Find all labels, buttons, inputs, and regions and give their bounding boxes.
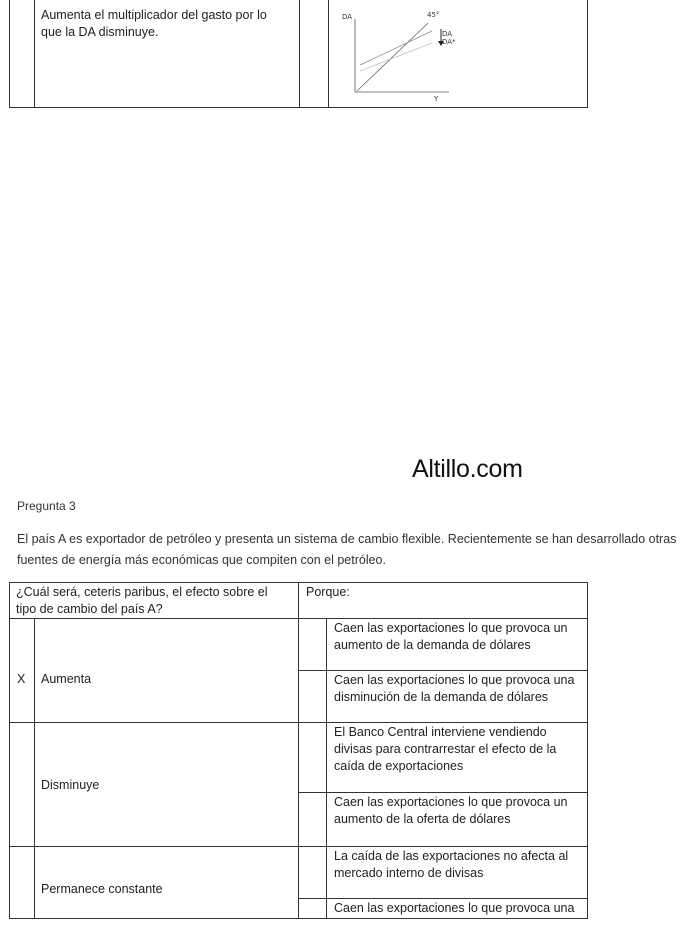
option-label: Aumenta [41, 672, 92, 686]
da-line [360, 31, 432, 65]
option-label: Permanece constante [41, 882, 163, 896]
option-mark[interactable]: X [17, 672, 26, 686]
reason-line: Caen las exportaciones lo que provoca un [334, 795, 568, 809]
header-reason: Porque: [306, 585, 350, 599]
answer-table [9, 582, 588, 919]
reason-line: aumento de la oferta de dólares [334, 812, 511, 826]
header-line: ¿Cuál será, ceteris paribus, el efecto sobre el [16, 585, 268, 599]
table-divider [328, 0, 329, 107]
reason-line: mercado interno de divisas [334, 866, 484, 880]
question-heading: Pregunta 3 [17, 499, 76, 513]
45-degree-line [357, 23, 428, 91]
table-divider [34, 0, 35, 107]
reason-line: El Banco Central interviene vendiendo [334, 725, 547, 739]
reason-text [334, 848, 586, 882]
graph-x-label: Y [434, 95, 439, 103]
option-label: Disminuye [41, 778, 100, 792]
reason-text [334, 794, 586, 828]
da-graph [336, 9, 456, 99]
reason-divider [298, 792, 587, 793]
reason-line: aumento de la demanda de dólares [334, 638, 531, 652]
column-divider [298, 583, 299, 918]
column-divider [326, 618, 327, 918]
reason-line: caída de exportaciones [334, 759, 464, 773]
reason-text [334, 672, 586, 706]
graph-y-label: DA [342, 13, 353, 21]
graph-angle-label: 45° [427, 11, 440, 19]
question-paragraph [17, 529, 700, 571]
previous-answer-table [9, 0, 588, 108]
reason-line: disminución de la demanda de dólares [334, 690, 549, 704]
reason-line: Caen las exportaciones lo que provoca un [334, 621, 568, 635]
da-star-line [360, 43, 432, 71]
paragraph-line: El país A es exportador de petróleo y presenta un sistema de cambio flexible. Recientemente se han desarrollado otras [17, 532, 677, 546]
reason-text [334, 900, 586, 917]
reason-text [334, 620, 586, 654]
header-question [16, 584, 294, 618]
reason-line: divisas para contrarrestar el efecto de la [334, 742, 557, 756]
option-text: Aumenta el multiplicador del gasto por lo que la DA disminuye. [41, 8, 267, 39]
reason-line: La caída de las exportaciones no afecta al [334, 849, 569, 863]
reason-divider [298, 898, 587, 899]
header-line: tipo de cambio del país A? [16, 602, 163, 616]
graph-curve-label-da-star: DA* [442, 38, 456, 46]
watermark-logo: Altillo.com [412, 455, 523, 483]
graph-curve-label-da: DA [442, 30, 453, 38]
reason-text [334, 724, 586, 775]
column-divider [34, 618, 35, 918]
reason-divider [298, 670, 587, 671]
paragraph-line: fuentes de energía más económicas que compiten con el petróleo. [17, 553, 386, 567]
table-divider [299, 0, 300, 107]
reason-line: Caen las exportaciones lo que provoca una [334, 901, 575, 915]
reason-line: Caen las exportaciones lo que provoca una [334, 673, 575, 687]
